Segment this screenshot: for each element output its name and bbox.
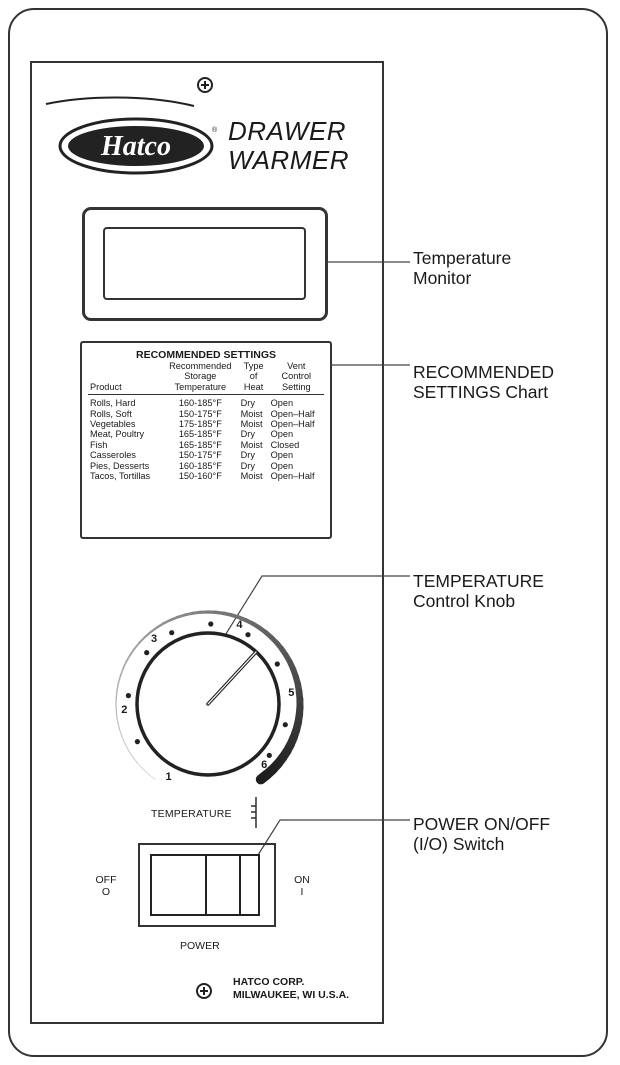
temperature-arc-segment	[133, 758, 138, 764]
manufacturer-name: HATCO CORP.	[233, 976, 305, 988]
temperature-arc-segment	[134, 643, 139, 649]
table-cell: Open	[270, 398, 294, 409]
table-cell: Closed	[270, 439, 300, 450]
callout-power-switch	[413, 814, 550, 854]
table-cell: Moist	[240, 419, 263, 430]
callout-monitor-line2: Monitor	[413, 268, 472, 288]
temperature-arc-segment	[120, 669, 123, 676]
table-cell: 165-185°F	[178, 439, 222, 450]
callout-control-knob	[413, 571, 544, 611]
column-header-line: of	[249, 371, 258, 382]
table-cell: Moist	[240, 471, 263, 482]
column-header-line: Product	[90, 381, 122, 392]
table-cell: 160-185°F	[178, 460, 222, 471]
temperature-arc-segment	[122, 737, 125, 744]
switch-leader-line	[258, 820, 410, 855]
callout-chart-line1: RECOMMENDED	[413, 362, 554, 382]
off-text: OFF	[95, 874, 117, 886]
off-symbol: O	[101, 886, 111, 898]
table-cell: Open–Half	[270, 408, 315, 419]
dial-number-4: 4	[236, 619, 243, 632]
column-header-line: Temperature	[174, 381, 227, 392]
table-cell: 160-185°F	[178, 398, 222, 409]
manufacturer-location: MILWAUKEE, WI U.S.A.	[233, 989, 350, 1001]
column-header-line: Vent	[287, 361, 306, 371]
dial-number-6: 6	[261, 759, 268, 772]
temperature-arc-segment	[130, 649, 134, 655]
dial-dot	[208, 621, 213, 626]
temperature-arc-segment	[118, 676, 120, 684]
product-title-line2: WARMER	[228, 145, 349, 175]
table-cell: Rolls, Hard	[90, 398, 136, 409]
callout-switch-line2: (I/O) Switch	[413, 834, 505, 854]
temperature-arc-segment	[118, 722, 120, 730]
dial-number-5: 5	[288, 686, 295, 699]
temperature-arc-segment	[120, 730, 123, 737]
dial-dot	[245, 632, 250, 637]
table-cell: Dry	[240, 429, 255, 440]
table-cell: Dry	[240, 460, 255, 471]
column-header-line: Heat	[243, 381, 264, 392]
callout-knob-line2: Control Knob	[413, 591, 516, 611]
dial-number-1: 1	[165, 771, 172, 784]
temperature-arc-segment	[125, 744, 129, 751]
table-cell: 175-185°F	[178, 419, 222, 430]
table-cell: Fish	[90, 439, 108, 450]
table-cell: Casseroles	[90, 450, 136, 461]
temperature-arc-segment	[116, 692, 117, 700]
temperature-arc-segment	[149, 775, 155, 780]
table-cell: 150-175°F	[178, 450, 222, 461]
temperature-arc-segment	[126, 655, 130, 662]
dial-dot	[283, 722, 288, 727]
temperature-arc-segment	[138, 764, 143, 770]
off-label	[91, 874, 121, 898]
table-cell: Tacos, Tortillas	[90, 471, 151, 482]
temperature-arc-segment	[123, 662, 126, 669]
table-cell: Dry	[240, 398, 255, 409]
table-cell: Moist	[240, 408, 263, 419]
dial-dot	[135, 739, 140, 744]
temperature-arc-segment	[143, 769, 149, 774]
table-cell: Dry	[240, 450, 255, 461]
dial-dot	[267, 753, 272, 758]
dial-number-2: 2	[121, 704, 128, 717]
table-cell: Open	[270, 460, 294, 471]
table-cell: Open–Half	[270, 471, 315, 482]
thermometer-icon	[251, 797, 256, 828]
product-title-line1: DRAWER	[228, 116, 347, 146]
table-cell: Meat, Poultry	[90, 429, 145, 440]
table-cell: Open	[270, 450, 294, 461]
table-cell: 150-175°F	[178, 408, 222, 419]
power-label: POWER	[180, 940, 220, 952]
table-cell: 150-160°F	[178, 471, 222, 482]
temperature-arc-segment	[129, 751, 133, 757]
callout-chart-line2: SETTINGS Chart	[413, 382, 549, 402]
knob-leader-line	[224, 576, 410, 637]
callout-monitor-line1: Temperature	[413, 248, 512, 268]
column-header-line: Recommended	[169, 361, 232, 371]
svg-text:®: ®	[212, 127, 218, 134]
table-cell: Open–Half	[270, 419, 315, 430]
temperature-arc-segment	[139, 637, 144, 643]
dial-dot	[169, 630, 174, 635]
column-header-line: Control	[281, 371, 312, 382]
temperature-arc-segment	[117, 684, 118, 692]
table-cell: Open	[270, 429, 294, 440]
dial-dot	[144, 650, 149, 655]
column-header-line: Setting	[281, 381, 311, 392]
table-cell: Pies, Desserts	[90, 460, 150, 471]
callout-temperature-monitor	[413, 248, 511, 288]
column-header-line: Type	[243, 361, 264, 371]
table-cell: Rolls, Soft	[90, 408, 132, 419]
chart-title: RECOMMENDED SETTINGS	[135, 349, 276, 361]
table-cell: Vegetables	[90, 419, 136, 430]
on-text: ON	[294, 874, 310, 886]
callout-knob-line1: TEMPERATURE	[413, 571, 544, 591]
on-symbol: I	[300, 886, 304, 898]
dial-dot	[126, 693, 131, 698]
table-cell: 165-185°F	[178, 429, 222, 440]
temperature-arc-segment	[261, 775, 267, 780]
callout-switch-line1: POWER ON/OFF	[413, 814, 551, 834]
hatco-logo-text: Hatco	[101, 131, 171, 162]
on-label	[287, 874, 317, 898]
table-cell: Moist	[240, 439, 263, 450]
manufacturer-info	[233, 976, 349, 1002]
dial-number-3: 3	[150, 632, 158, 645]
power-switch[interactable]	[150, 854, 260, 916]
temperature-label: TEMPERATURE	[151, 808, 232, 820]
dial-dot	[275, 661, 280, 666]
column-header-line: Storage	[184, 371, 217, 382]
callout-settings-chart	[413, 362, 554, 402]
